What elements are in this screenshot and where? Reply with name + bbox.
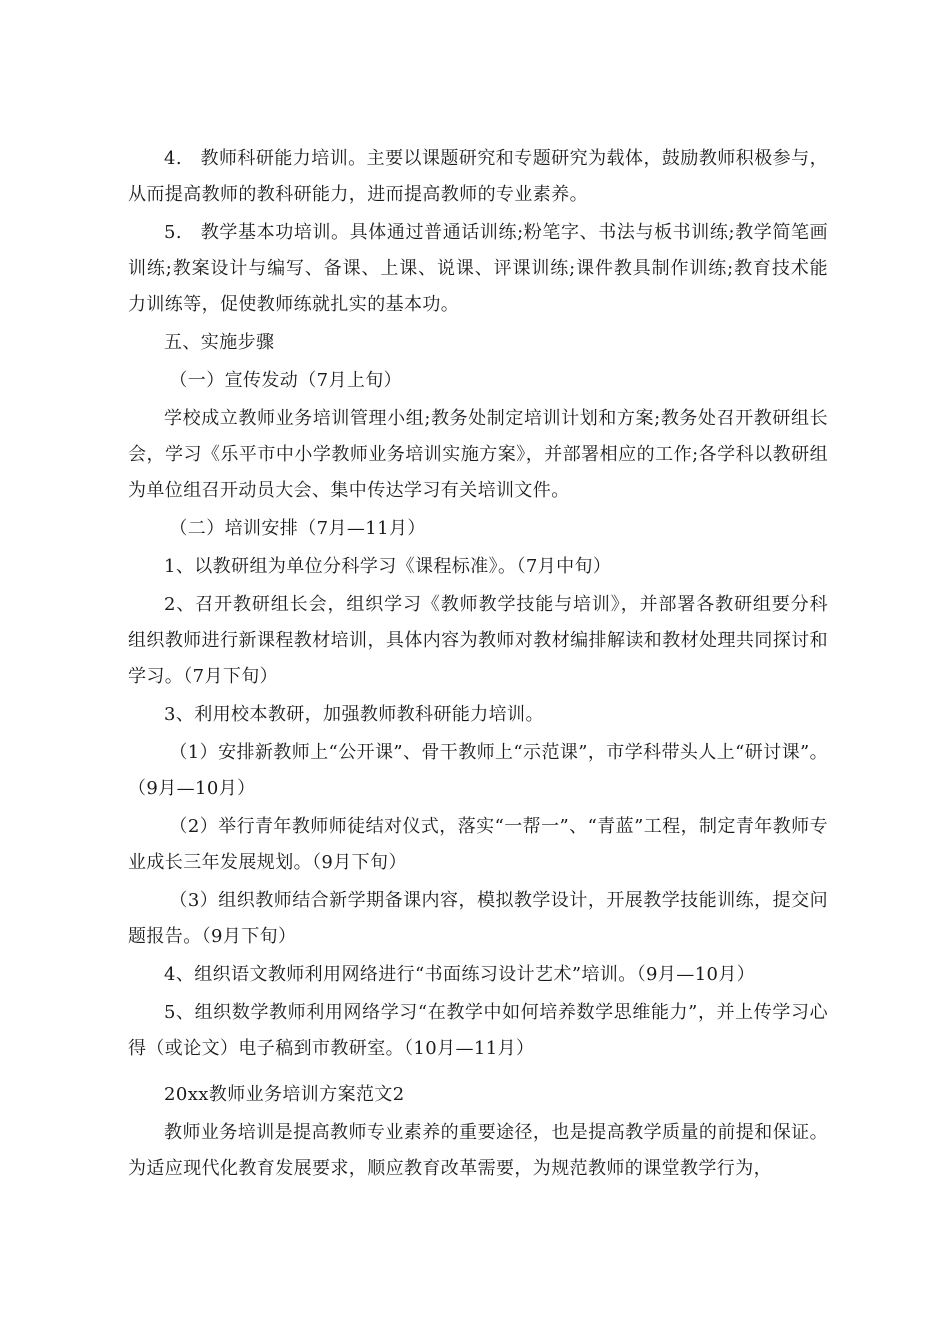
list-item-1: 1、以教研组为单位分科学习《课程标准》。（7月中旬） (164, 556, 612, 577)
section-title: 20xx教师业务培训方案范文2 (164, 1084, 405, 1105)
list-item-4: 4、组织语文教师利用网络进行“书面练习设计艺术”培训。（9月—10月） (164, 964, 756, 985)
list-item-3: 3、利用校本教研，加强教师教科研能力培训。 (164, 704, 544, 725)
section-intro-paragraph: 教师业务培训是提高教师专业素养的重要途径，也是提高教学质量的前提和保证。为适应现代化教育发展要求，顺应教育改革需要，为规范教师的课堂教学行为， (128, 1122, 828, 1179)
paragraph-research-training: 4. 教师科研能力培训。主要以课题研究和专题研究为载体，鼓励教师积极参与，从而提高教师的教科研能力，进而提高教师的专业素养。 (128, 148, 828, 205)
list-item-2: 2、召开教研组长会，组织学习《教师教学技能与培训》，并部署各教研组要分科组织教师进行新课程教材培训，具体内容为教师对教材编排解读和教材处理共同探讨和学习。（7月下旬） (128, 594, 828, 687)
subheading-training-schedule: （二）培训安排（7月—11月） (169, 518, 426, 539)
paragraph-basic-skills-training: 5. 教学基本功培训。具体通过普通话训练;粉笔字、书法与板书训练;教学简笔画训练;教案设计与编写、备课、上课、说课、评课训练;课件教具制作训练;教育技术能力训练等，促使教师练就扎实的基本功。 (128, 222, 828, 315)
sub-item-1: （1）安排新教师上“公开课”、骨干教师上“示范课”，市学科带头人上“研讨课”。（9月—10月） (128, 742, 828, 799)
sub-item-3: （3）组织教师结合新学期备课内容，模拟教学设计，开展教学技能训练，提交问题报告。（9月下旬） (128, 890, 828, 947)
heading-implementation-steps: 五、实施步骤 (164, 332, 275, 353)
document-body (128, 141, 828, 1189)
list-item-5: 5、组织数学教师利用网络学习“在教学中如何培养数学思维能力”，并上传学习心得（或论文）电子稿到市教研室。（10月—11月） (128, 1002, 828, 1059)
paragraph-publicity-detail: 学校成立教师业务培训管理小组;教务处制定培训计划和方案;教务处召开教研组长会，学习《乐平市中小学教师业务培训实施方案》，并部署相应的工作;各学科以教研组为单位组召开动员大会、集中传达学习有关培训文件。 (128, 408, 828, 501)
sub-item-2: （2）举行青年教师师徒结对仪式，落实“一帮一”、“青蓝”工程，制定青年教师专业成长三年发展规划。（9月下旬） (128, 816, 828, 873)
subheading-publicity: （一）宣传发动（7月上旬） (169, 370, 403, 391)
